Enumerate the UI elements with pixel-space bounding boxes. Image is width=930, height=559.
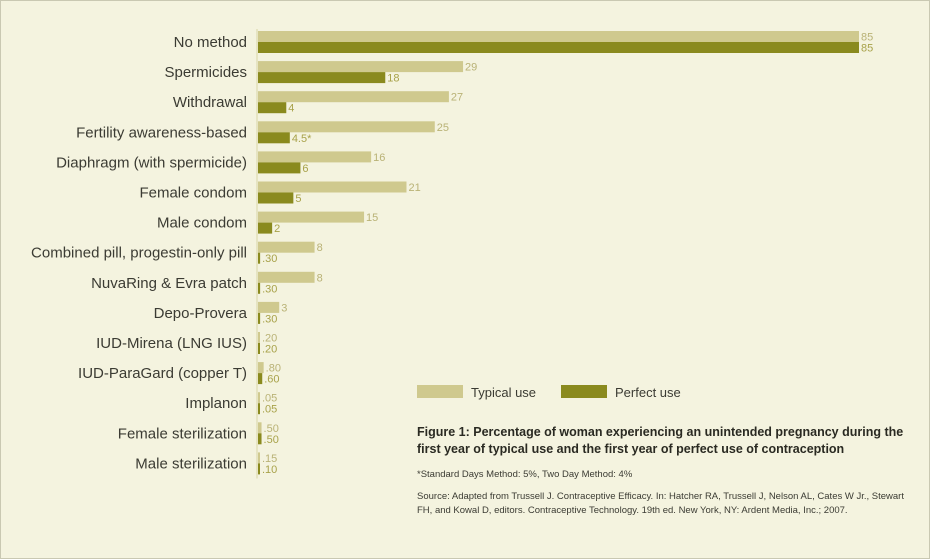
legend-swatch-typical — [417, 385, 463, 398]
perfect-use-bar — [258, 162, 300, 173]
typical-use-bar — [258, 362, 264, 373]
legend-swatch-perfect — [561, 385, 607, 398]
perfect-use-value-label: .05 — [262, 403, 278, 416]
typical-use-bar — [258, 272, 315, 283]
perfect-use-value-label: 6 — [302, 162, 309, 175]
typical-use-value-label: 25 — [436, 121, 450, 134]
perfect-use-bar — [258, 42, 859, 53]
perfect-use-bar — [258, 132, 290, 143]
typical-use-value-label: .15 — [262, 452, 278, 465]
typical-use-bar — [258, 302, 279, 313]
category-label: Withdrawal — [172, 94, 247, 112]
typical-use-bar — [258, 91, 449, 102]
perfect-use-value-label: .30 — [262, 253, 278, 266]
category-label: Diaphragm (with spermicide) — [56, 154, 247, 172]
perfect-use-value-label: 2 — [274, 223, 281, 236]
perfect-use-bar — [258, 373, 262, 384]
typical-use-value-label: 8 — [316, 242, 323, 255]
typical-use-value-label: 16 — [373, 151, 386, 164]
category-label: Combined pill, progestin-only pill — [31, 244, 247, 262]
category-label: Fertility awareness-based — [76, 124, 247, 142]
typical-use-bar — [258, 452, 260, 463]
typical-use-value-label: 85 — [861, 31, 874, 44]
figure-caption — [417, 424, 917, 518]
perfect-use-bar — [258, 223, 272, 234]
category-label: No method — [173, 34, 247, 51]
perfect-use-value-label: .50 — [263, 433, 279, 446]
typical-use-bar — [258, 332, 260, 343]
typical-use-value-label: .50 — [263, 422, 279, 435]
typical-use-value-label: 3 — [281, 302, 288, 315]
perfect-use-bar — [258, 283, 260, 294]
figure-source: Source: Adapted from Trussell J. Contraceptive Efficacy. In: Hatcher RA, Trussell J, Nelson AL, Cates W Jr., Stewart FH, and Kowal D, editors. Contraceptive Technology. 19th ed. New York, NY: Ardent Media, Inc.; 2007. — [417, 491, 904, 516]
category-label: IUD-ParaGard (copper T) — [78, 365, 247, 383]
typical-use-value-label: 8 — [316, 272, 323, 285]
typical-use-value-label: .80 — [265, 362, 281, 375]
perfect-use-value-label: .30 — [262, 283, 278, 296]
perfect-use-bar — [258, 72, 385, 83]
figure-footnote: *Standard Days Method: 5%, Two Day Method: 4% — [417, 469, 633, 480]
typical-use-value-label: 21 — [408, 182, 421, 194]
category-label: Male sterilization — [135, 455, 247, 473]
perfect-use-value-label: .60 — [264, 373, 280, 386]
typical-use-bar — [258, 422, 262, 433]
typical-use-bar — [258, 121, 435, 132]
perfect-use-bar — [258, 343, 260, 354]
perfect-use-value-label: 85 — [861, 42, 874, 55]
typical-use-bar — [258, 61, 463, 72]
category-label: Male condom — [156, 214, 247, 232]
perfect-use-value-label: 4.5* — [291, 132, 312, 145]
typical-use-bar — [258, 151, 371, 162]
perfect-use-value-label: .30 — [262, 313, 278, 326]
category-label: Depo-Provera — [153, 304, 247, 322]
perfect-use-bar — [258, 433, 262, 444]
figure-title: Figure 1: Percentage of woman experiencing an unintended pregnancy during the first year of typical use and the first year of perfect use of contraception — [417, 425, 904, 456]
typical-use-bar — [258, 182, 406, 193]
perfect-use-value-label: 18 — [387, 72, 400, 85]
typical-use-value-label: .05 — [262, 392, 278, 405]
typical-use-value-label: 27 — [450, 91, 464, 104]
perfect-use-value-label: 5 — [295, 193, 302, 205]
category-label: Female condom — [139, 184, 247, 202]
category-label: NuvaRing & Evra patch — [91, 274, 247, 292]
perfect-use-value-label: .20 — [262, 343, 278, 356]
perfect-use-bar — [258, 463, 260, 474]
legend-label-typical: Typical use — [471, 385, 537, 400]
typical-use-value-label: 15 — [366, 212, 379, 225]
legend-label-perfect: Perfect use — [615, 385, 681, 400]
typical-use-bar — [258, 242, 315, 253]
typical-use-value-label: .20 — [262, 332, 278, 345]
perfect-use-bar — [258, 313, 260, 324]
category-label: Female sterilization — [117, 425, 247, 443]
perfect-use-bar — [258, 253, 260, 264]
perfect-use-value-label: 4 — [288, 102, 295, 115]
perfect-use-value-label: .10 — [262, 463, 278, 476]
perfect-use-bar — [258, 102, 286, 113]
perfect-use-bar — [258, 193, 293, 204]
perfect-use-bar — [258, 403, 260, 414]
typical-use-bar — [258, 212, 364, 223]
typical-use-bar — [258, 31, 859, 42]
category-label: Implanon — [185, 395, 247, 413]
typical-use-bar — [258, 392, 260, 403]
category-label: Spermicides — [164, 64, 247, 82]
typical-use-value-label: 29 — [465, 61, 478, 74]
category-label: IUD-Mirena (LNG IUS) — [96, 335, 247, 352]
